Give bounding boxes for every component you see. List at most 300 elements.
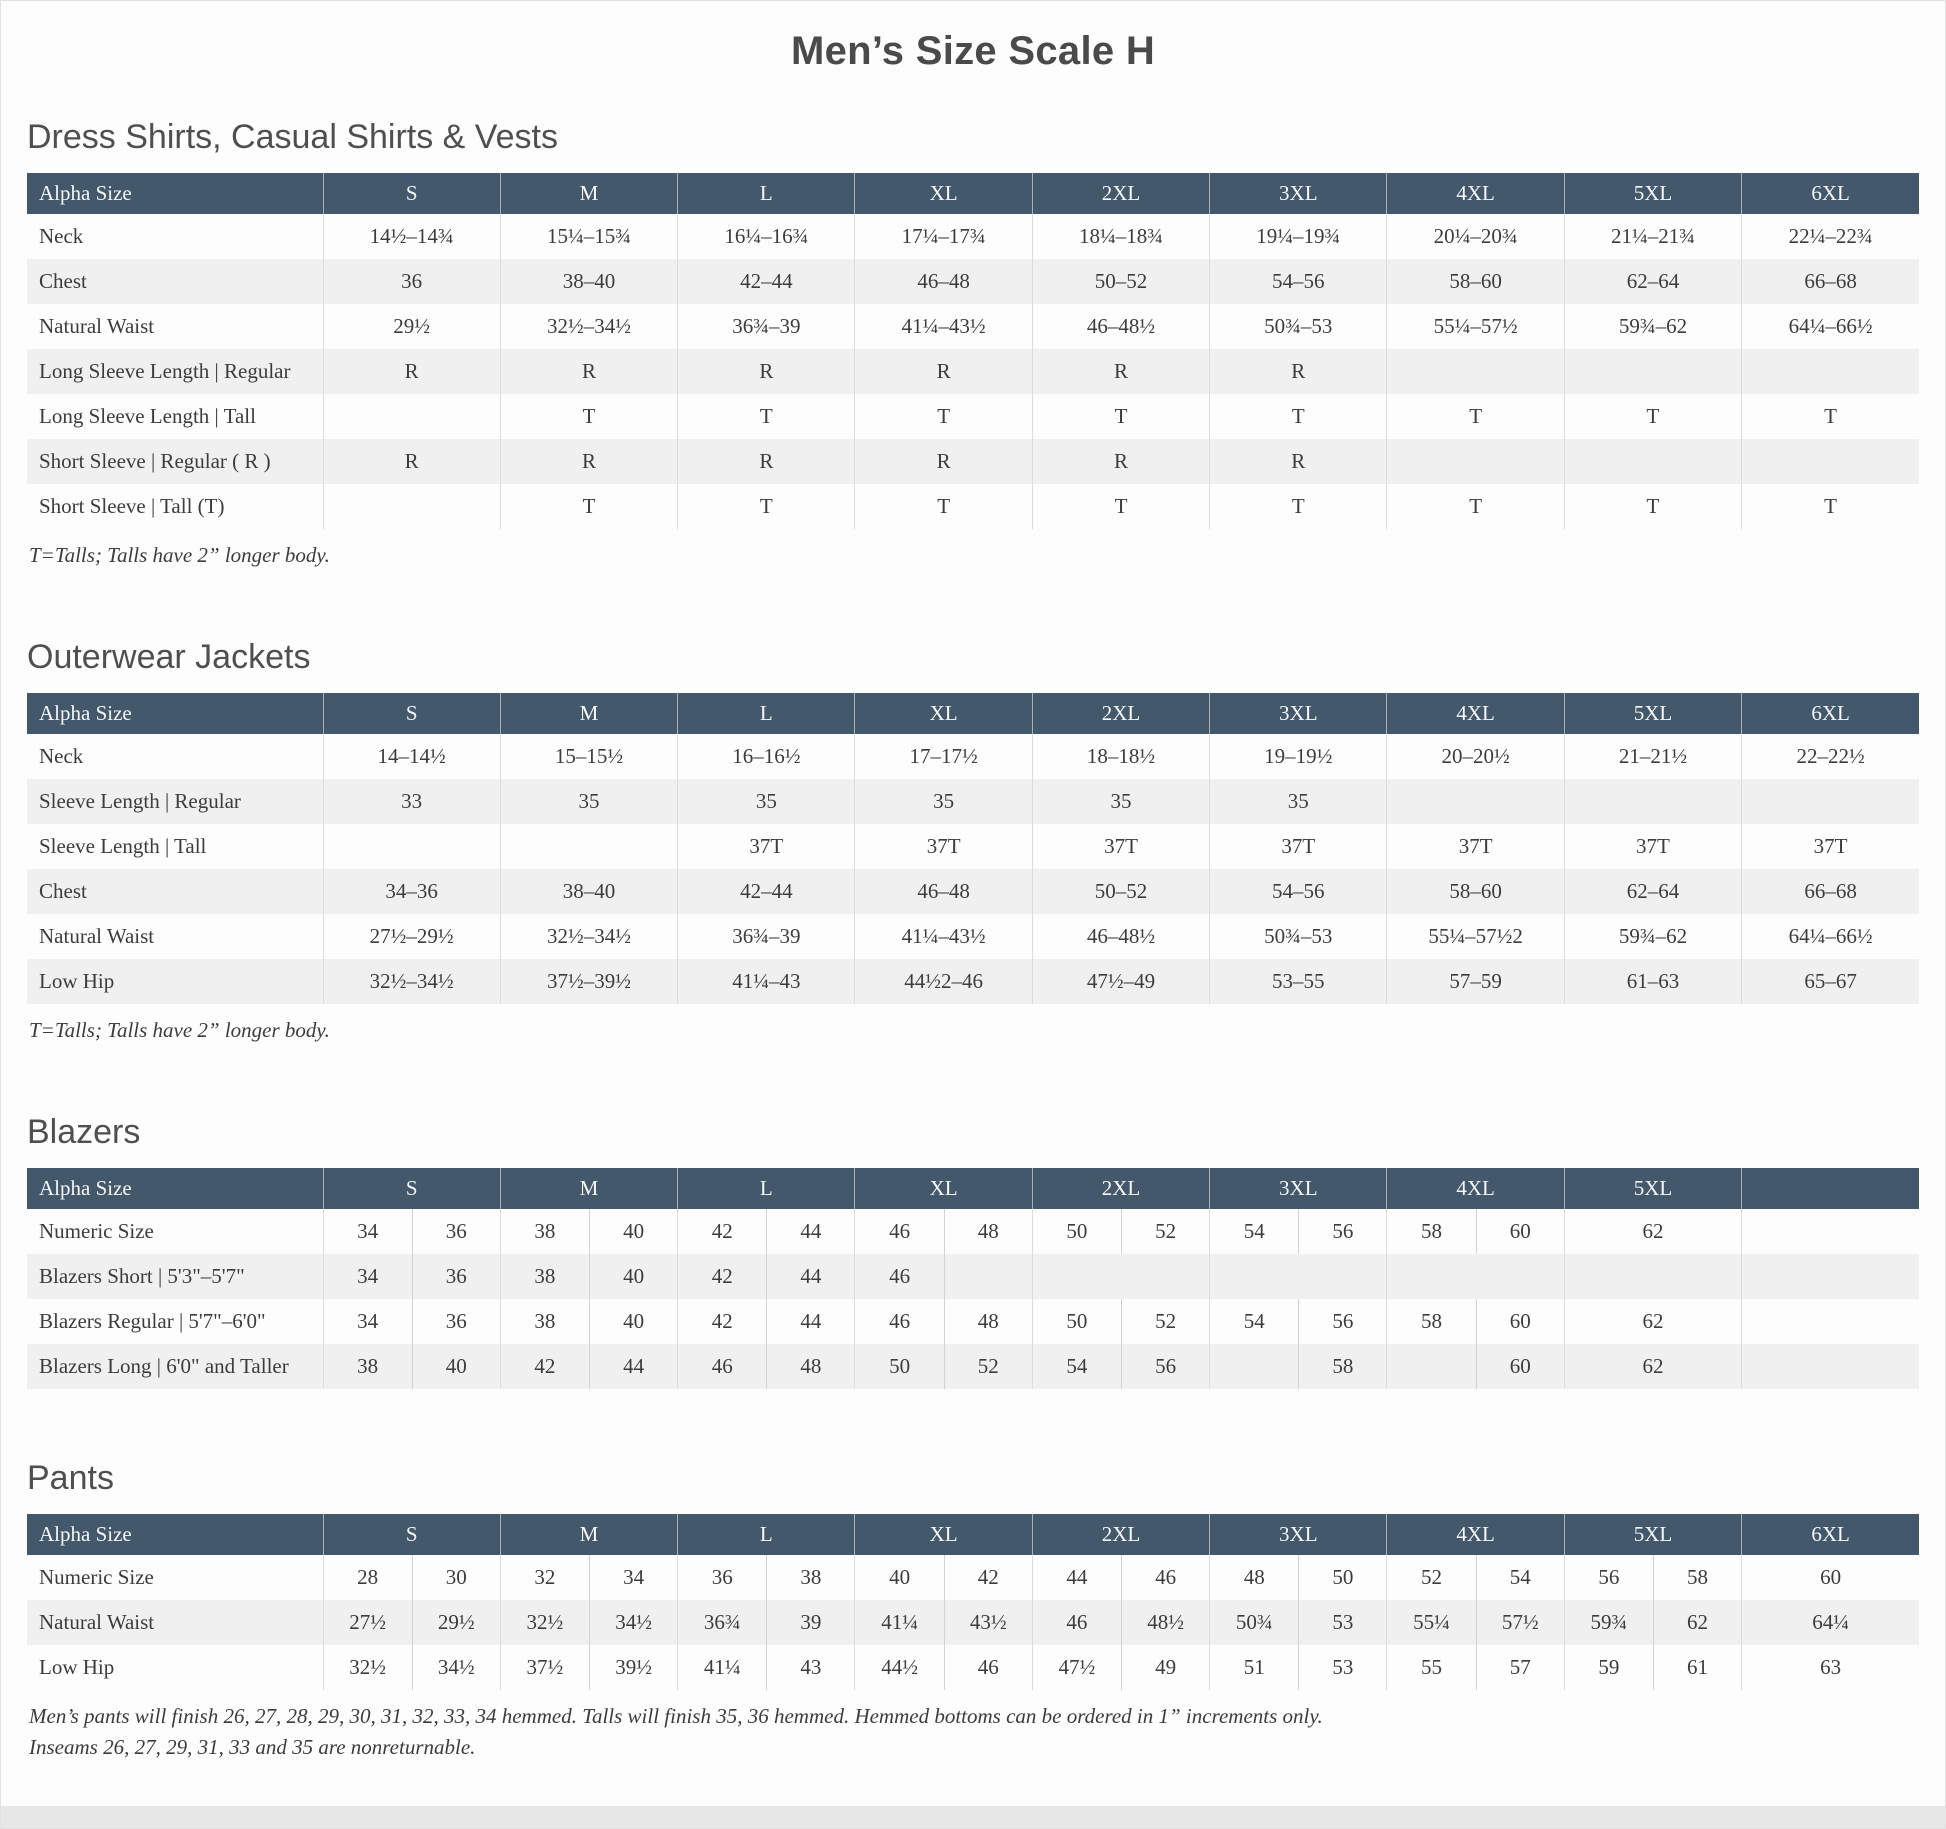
cell-value-right: 43	[766, 1645, 854, 1690]
size-column-header: S	[323, 1514, 500, 1555]
split-cell	[500, 1645, 677, 1690]
split-cell	[323, 1209, 500, 1254]
cell-value-right: 39½	[589, 1645, 677, 1690]
table-cell: 15¼–15¾	[500, 214, 677, 259]
cell-value-left: 46	[1066, 1610, 1088, 1634]
table-cell: 57–59	[1387, 959, 1564, 1004]
split-wrap	[1387, 1555, 1563, 1600]
row-label: Natural Waist	[27, 1600, 323, 1645]
table-row	[27, 394, 1919, 439]
table-cell: 35	[678, 779, 855, 824]
size-column-header: 3XL	[1210, 173, 1387, 214]
table-cell: T	[500, 484, 677, 529]
size-column-header: L	[678, 693, 855, 734]
header-row	[27, 693, 1919, 734]
size-column-header: S	[323, 173, 500, 214]
table-cell: 21¼–21¾	[1564, 214, 1741, 259]
section-dress-shirts	[27, 118, 1919, 568]
table-cell: R	[500, 439, 677, 484]
table-cell	[1564, 439, 1741, 484]
split-wrap	[324, 1600, 500, 1645]
size-column-header: L	[678, 1514, 855, 1555]
table-cell	[1742, 1209, 1919, 1254]
cell-value-left: 34	[357, 1264, 379, 1288]
split-cell	[855, 1299, 1032, 1344]
table-row	[27, 1209, 1919, 1254]
cell-value-left: 54	[1243, 1219, 1265, 1243]
split-wrap	[678, 1344, 854, 1389]
split-wrap	[855, 1209, 1031, 1254]
table-cell: T	[855, 394, 1032, 439]
split-cell	[500, 1254, 677, 1299]
table-cell: 50–52	[1032, 869, 1209, 914]
cell-value-left: 50	[1066, 1309, 1088, 1333]
cell-value-right: 57½	[1476, 1600, 1564, 1645]
split-cell	[500, 1344, 677, 1389]
cell-value-left: 38	[357, 1354, 379, 1378]
table-cell: 14½–14¾	[323, 214, 500, 259]
table-cell: 46–48½	[1032, 914, 1209, 959]
table-row	[27, 734, 1919, 779]
split-cell	[1387, 1645, 1564, 1690]
table-row	[27, 1254, 1919, 1299]
split-cell	[323, 1555, 500, 1600]
table-cell: 16¼–16¾	[678, 214, 855, 259]
cell-value-left: 27½	[349, 1610, 386, 1634]
table-cell: T	[1210, 394, 1387, 439]
split-cell	[323, 1600, 500, 1645]
split-wrap	[501, 1645, 677, 1690]
split-cell	[323, 1299, 500, 1344]
table-cell	[500, 824, 677, 869]
table-cell: 22¼–22¾	[1742, 214, 1919, 259]
table-cell: 46–48	[855, 259, 1032, 304]
table-cell: 50¾–53	[1210, 304, 1387, 349]
table-cell: 37T	[678, 824, 855, 869]
split-wrap	[855, 1344, 1031, 1389]
split-wrap	[501, 1254, 677, 1299]
split-cell	[1032, 1209, 1209, 1254]
table-cell: R	[323, 349, 500, 394]
split-wrap	[501, 1299, 677, 1344]
table-cell: 42–44	[678, 259, 855, 304]
table-cell: 66–68	[1742, 259, 1919, 304]
split-cell	[855, 1344, 1032, 1389]
row-label: Low Hip	[27, 1645, 323, 1690]
cell-value-right: 53	[1298, 1600, 1386, 1645]
table-row	[27, 869, 1919, 914]
cell-value-left: 42	[711, 1219, 733, 1243]
table-cell: 66–68	[1742, 869, 1919, 914]
table-cell: T	[1742, 394, 1919, 439]
cell-value-right: 29½	[412, 1600, 500, 1645]
cell-value-right: 60	[1476, 1209, 1564, 1254]
table-cell: 65–67	[1742, 959, 1919, 1004]
footnote: Men’s pants will finish 26, 27, 28, 29, 30, 31, 32, 33, 34 hemmed. Talls will finish 35, 36 hemmed. Hemmed bottoms can be ordered in 1” increments only.	[29, 1704, 1323, 1728]
cell-value-left	[1387, 1344, 1475, 1389]
table-cell: 47½–49	[1032, 959, 1209, 1004]
table-cell: R	[323, 439, 500, 484]
size-column-header: 2XL	[1032, 1514, 1209, 1555]
split-wrap	[1565, 1645, 1741, 1690]
cell-value-right: 58	[1653, 1555, 1741, 1600]
table-row	[27, 214, 1919, 259]
split-cell	[323, 1254, 500, 1299]
cell-value-left: 46	[889, 1309, 911, 1333]
split-cell	[1210, 1209, 1387, 1254]
cell-value-right: 50	[1298, 1555, 1386, 1600]
cell-value-left: 46	[889, 1264, 911, 1288]
split-wrap	[678, 1555, 854, 1600]
table-cell: 20¼–20¾	[1387, 214, 1564, 259]
split-wrap	[678, 1209, 854, 1254]
cell-value-right: 52	[1121, 1299, 1209, 1344]
row-label: Blazers Short | 5'3"–5'7"	[27, 1254, 323, 1299]
cell-value-right: 56	[1121, 1344, 1209, 1389]
table-cell	[1742, 1254, 1919, 1299]
split-cell	[1564, 1645, 1741, 1690]
split-wrap	[501, 1555, 677, 1600]
table-row	[27, 349, 1919, 394]
split-cell	[1387, 1299, 1564, 1344]
table-cell	[323, 394, 500, 439]
cell-value-right: 61	[1653, 1645, 1741, 1690]
split-wrap	[501, 1209, 677, 1254]
cell-value-left: 32½	[349, 1655, 386, 1679]
row-label: Sleeve Length | Regular	[27, 779, 323, 824]
split-wrap	[1387, 1344, 1563, 1389]
split-wrap	[1387, 1600, 1563, 1645]
alpha-size-header: Alpha Size	[27, 1168, 323, 1209]
split-cell	[1210, 1555, 1387, 1600]
cell-value-right: 34½	[589, 1600, 677, 1645]
split-wrap	[1210, 1645, 1386, 1690]
cell-value-left: 37½	[526, 1655, 564, 1679]
cell-value-left	[1210, 1344, 1298, 1389]
split-wrap	[1033, 1645, 1209, 1690]
split-wrap	[1033, 1600, 1209, 1645]
cell-value-right: 48	[766, 1344, 854, 1389]
cell-value-right: 49	[1121, 1645, 1209, 1690]
split-cell	[1210, 1344, 1387, 1389]
table-cell: 33	[323, 779, 500, 824]
split-cell	[323, 1344, 500, 1389]
cell-value-right: 44	[766, 1254, 854, 1299]
table-cell: 58–60	[1387, 259, 1564, 304]
cell-value-right: 36	[412, 1299, 500, 1344]
cell-value-left: 38	[534, 1309, 556, 1333]
table-cell	[1387, 1254, 1564, 1299]
table-cell	[1210, 1254, 1387, 1299]
split-wrap	[1565, 1600, 1741, 1645]
cell-value-right: 42	[944, 1555, 1032, 1600]
bottom-divider	[1, 1806, 1945, 1828]
section-blazers	[27, 1113, 1919, 1389]
split-wrap	[855, 1299, 1031, 1344]
table-cell: R	[1210, 349, 1387, 394]
split-cell	[500, 1555, 677, 1600]
table-cell: 55¼–57½2	[1387, 914, 1564, 959]
size-column-header: 3XL	[1210, 1168, 1387, 1209]
cell-value-right: 62	[1653, 1600, 1741, 1645]
sections-container	[27, 118, 1919, 1760]
table-cell: 50–52	[1032, 259, 1209, 304]
split-cell	[500, 1600, 677, 1645]
table-cell: 32½–34½	[500, 914, 677, 959]
table-cell: 17¼–17¾	[855, 214, 1032, 259]
table-cell: 37T	[1742, 824, 1919, 869]
cell-value-right: 54	[1476, 1555, 1564, 1600]
size-column-header: M	[500, 1514, 677, 1555]
cell-value-left: 47½	[1058, 1655, 1096, 1679]
split-cell	[678, 1254, 855, 1299]
table-cell: 14–14½	[323, 734, 500, 779]
cell-value-left: 28	[357, 1565, 379, 1589]
table-cell: 22–22½	[1742, 734, 1919, 779]
table-cell: T	[1564, 484, 1741, 529]
table-cell: 44½2–46	[855, 959, 1032, 1004]
split-wrap	[1210, 1555, 1386, 1600]
table-cell: 50¾–53	[1210, 914, 1387, 959]
split-wrap	[1210, 1600, 1386, 1645]
table-cell: R	[1032, 349, 1209, 394]
table-cell: 15–15½	[500, 734, 677, 779]
split-cell	[1032, 1555, 1209, 1600]
size-column-header: 2XL	[1032, 173, 1209, 214]
split-wrap	[324, 1299, 500, 1344]
table-cell: T	[1032, 394, 1209, 439]
table-cell: 62–64	[1564, 259, 1741, 304]
cell-value-left: 41¼	[881, 1610, 918, 1634]
cell-value-left: 44	[1066, 1565, 1088, 1589]
table-cell: 16–16½	[678, 734, 855, 779]
row-label: Chest	[27, 259, 323, 304]
table-cell: 53–55	[1210, 959, 1387, 1004]
table-cell: R	[855, 349, 1032, 394]
table-cell: 20–20½	[1387, 734, 1564, 779]
table-cell: 35	[1210, 779, 1387, 824]
row-label: Long Sleeve Length | Tall	[27, 394, 323, 439]
size-column-header: 5XL	[1564, 693, 1741, 734]
size-table-pants	[27, 1514, 1919, 1690]
split-wrap	[855, 1254, 1031, 1299]
split-wrap	[855, 1555, 1031, 1600]
split-wrap	[1033, 1209, 1209, 1254]
size-column-header	[1742, 1168, 1919, 1209]
table-cell: 29½	[323, 304, 500, 349]
cell-value-right: 46	[944, 1645, 1032, 1690]
split-cell	[678, 1299, 855, 1344]
cell-value-right: 53	[1298, 1645, 1386, 1690]
split-wrap	[1210, 1209, 1386, 1254]
table-cell: R	[1032, 439, 1209, 484]
table-cell	[1742, 779, 1919, 824]
cell-value-right: 48	[944, 1299, 1032, 1344]
table-cell: 37T	[1387, 824, 1564, 869]
cell-value-right: 48½	[1121, 1600, 1209, 1645]
split-cell	[1387, 1344, 1564, 1389]
table-cell: R	[855, 439, 1032, 484]
table-cell	[1742, 439, 1919, 484]
alpha-size-header: Alpha Size	[27, 1514, 323, 1555]
table-cell: 37T	[1210, 824, 1387, 869]
cell-value-left: 50¾	[1235, 1610, 1273, 1634]
split-cell	[678, 1555, 855, 1600]
cell-value-right: 56	[1298, 1209, 1386, 1254]
footnote: Inseams 26, 27, 29, 31, 33 and 35 are nonreturnable.	[29, 1735, 476, 1759]
cell-value-left: 58	[1421, 1309, 1443, 1333]
cell-value-left: 36	[711, 1565, 733, 1589]
row-label: Long Sleeve Length | Regular	[27, 349, 323, 394]
size-column-header: XL	[855, 1514, 1032, 1555]
size-column-header: S	[323, 693, 500, 734]
table-cell: 37½–39½	[500, 959, 677, 1004]
table-cell: 17–17½	[855, 734, 1032, 779]
table-cell: 35	[855, 779, 1032, 824]
cell-value-right: 48	[944, 1209, 1032, 1254]
table-cell	[1387, 779, 1564, 824]
section-pants	[27, 1459, 1919, 1760]
table-row	[27, 1299, 1919, 1344]
size-column-header: XL	[855, 173, 1032, 214]
cell-value-left: 32	[534, 1565, 556, 1589]
cell-value-right: 30	[412, 1555, 500, 1600]
table-cell: 63	[1742, 1645, 1919, 1690]
split-cell	[1032, 1299, 1209, 1344]
table-cell	[1564, 349, 1741, 394]
size-column-header: 3XL	[1210, 693, 1387, 734]
alpha-size-header: Alpha Size	[27, 693, 323, 734]
footnote: T=Talls; Talls have 2” longer body.	[29, 1018, 330, 1042]
row-label: Blazers Regular | 5'7"–6'0"	[27, 1299, 323, 1344]
cell-value-left: 41¼	[703, 1655, 741, 1679]
cell-value-right: 60	[1476, 1344, 1564, 1389]
size-column-header: 2XL	[1032, 693, 1209, 734]
table-row	[27, 304, 1919, 349]
cell-value-left: 36¾	[703, 1610, 741, 1634]
cell-value-right	[944, 1254, 1032, 1299]
table-cell: 54–56	[1210, 259, 1387, 304]
alpha-size-header: Alpha Size	[27, 173, 323, 214]
table-cell: 18¼–18¾	[1032, 214, 1209, 259]
split-cell	[323, 1645, 500, 1690]
cell-value-left: 56	[1598, 1565, 1620, 1589]
section-heading-outerwear-jackets: Outerwear Jackets	[27, 638, 311, 676]
header-row	[27, 1168, 1919, 1209]
table-cell	[1742, 1299, 1919, 1344]
table-row	[27, 439, 1919, 484]
size-column-header: 4XL	[1387, 1168, 1564, 1209]
split-wrap	[678, 1299, 854, 1344]
split-wrap	[501, 1344, 677, 1389]
cell-value-left: 55¼	[1413, 1610, 1450, 1634]
table-row	[27, 1555, 1919, 1600]
row-label: Numeric Size	[27, 1209, 323, 1254]
split-cell	[678, 1209, 855, 1254]
table-cell: 38–40	[500, 259, 677, 304]
section-heading-blazers: Blazers	[27, 1113, 141, 1151]
split-wrap	[324, 1645, 500, 1690]
row-label: Short Sleeve | Tall (T)	[27, 484, 323, 529]
split-cell	[1387, 1209, 1564, 1254]
split-cell	[1210, 1299, 1387, 1344]
table-cell: 19¼–19¾	[1210, 214, 1387, 259]
header-row	[27, 1514, 1919, 1555]
table-cell: 41¼–43½	[855, 914, 1032, 959]
table-cell	[323, 824, 500, 869]
split-wrap	[1033, 1299, 1209, 1344]
cell-value-right: 40	[589, 1254, 677, 1299]
split-wrap	[855, 1645, 1031, 1690]
section-heading-dress-shirts: Dress Shirts, Casual Shirts & Vests	[27, 118, 558, 156]
cell-value-left: 34	[357, 1309, 379, 1333]
row-label: Numeric Size	[27, 1555, 323, 1600]
split-cell	[855, 1254, 1032, 1299]
table-cell: 62	[1564, 1344, 1741, 1389]
table-row	[27, 484, 1919, 529]
cell-value-left: 34	[357, 1219, 379, 1243]
table-cell: 41¼–43½	[855, 304, 1032, 349]
cell-value-right: 34½	[412, 1645, 500, 1690]
row-label: Low Hip	[27, 959, 323, 1004]
split-wrap	[324, 1209, 500, 1254]
split-wrap	[501, 1600, 677, 1645]
size-column-header: 5XL	[1564, 173, 1741, 214]
cell-value-right: 44	[766, 1209, 854, 1254]
row-label: Neck	[27, 734, 323, 779]
size-column-header: S	[323, 1168, 500, 1209]
table-cell: 37T	[1032, 824, 1209, 869]
size-column-header: 6XL	[1742, 173, 1919, 214]
cell-value-left: 42	[534, 1354, 556, 1378]
cell-value-right: 44	[766, 1299, 854, 1344]
size-column-header: XL	[855, 1168, 1032, 1209]
table-cell: 32½–34½	[500, 304, 677, 349]
table-cell	[323, 484, 500, 529]
table-cell: 35	[1032, 779, 1209, 824]
split-wrap	[1210, 1344, 1386, 1389]
table-cell: 27½–29½	[323, 914, 500, 959]
table-cell: 32½–34½	[323, 959, 500, 1004]
size-column-header: L	[678, 173, 855, 214]
cell-value-left: 58	[1421, 1219, 1443, 1243]
table-cell: 64¼–66½	[1742, 914, 1919, 959]
table-cell: R	[678, 349, 855, 394]
split-wrap	[1387, 1645, 1563, 1690]
table-cell	[1564, 779, 1741, 824]
split-cell	[855, 1209, 1032, 1254]
size-table-outerwear-jackets	[27, 693, 1919, 1004]
table-cell	[1564, 1254, 1741, 1299]
row-label: Chest	[27, 869, 323, 914]
cell-value-right: 36	[412, 1254, 500, 1299]
table-cell	[1742, 349, 1919, 394]
table-cell: T	[1032, 484, 1209, 529]
cell-value-left: 48	[1243, 1565, 1265, 1589]
cell-value-right: 38	[766, 1555, 854, 1600]
split-cell	[1564, 1555, 1741, 1600]
split-wrap	[1387, 1209, 1563, 1254]
cell-value-left: 40	[889, 1565, 911, 1589]
split-cell	[1564, 1600, 1741, 1645]
cell-value-left: 55	[1421, 1655, 1443, 1679]
cell-value-left: 50	[889, 1354, 911, 1378]
split-wrap	[1033, 1555, 1209, 1600]
table-row	[27, 824, 1919, 869]
split-cell	[855, 1555, 1032, 1600]
row-label: Neck	[27, 214, 323, 259]
split-cell	[500, 1209, 677, 1254]
